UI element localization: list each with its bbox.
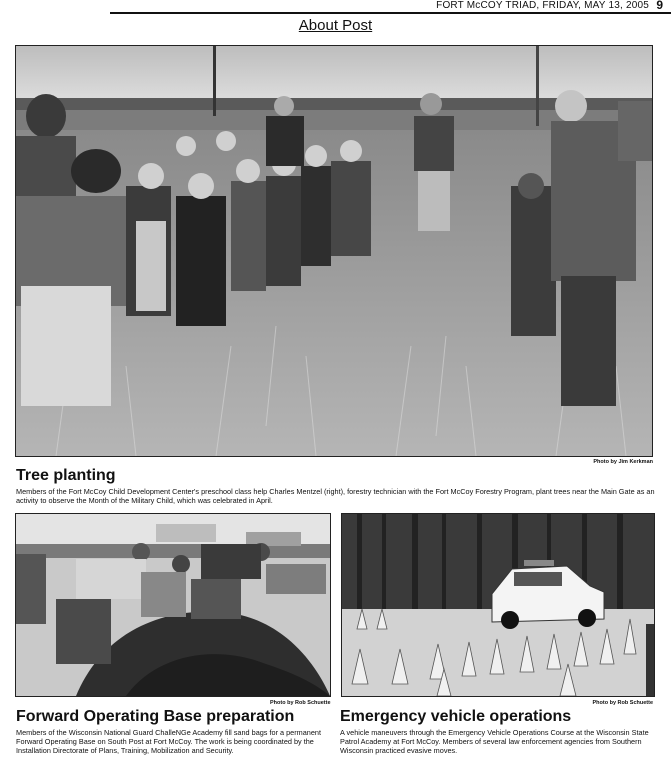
publication-line: FORT McCOY TRIAD, FRIDAY, MAY 13, 2005 — [436, 0, 649, 11]
tree-planting-photo — [15, 45, 653, 457]
emergency-vehicle-credit: Photo by Rob Schuette — [592, 700, 653, 706]
tree-planting-credit: Photo by Jim Kerkman — [593, 459, 653, 465]
tree-planting-caption: Members of the Fort McCoy Child Development Center's preschool class help Charles Mentzel (right), forestry technician with the Fort McCoy Forestry Program, plant trees near the Main Gate as an activity to observe the Month of the Military Child, which was celebrated in April. — [16, 487, 655, 505]
forward-operating-base-caption: Members of the Wisconsin National Guard ChalleNGe Academy fill sand bags for a permanent Forward Operating Base on South Post at Fort McCoy. The work is being coordinated by the Installation Directorate of Plans, Training, Mobilization and Security. — [16, 728, 321, 755]
section-title: About Post — [298, 17, 373, 34]
tree-planting-headline: Tree planting — [16, 467, 116, 484]
forward-operating-base-headline: Forward Operating Base preparation — [16, 708, 295, 725]
emergency-vehicle-headline: Emergency vehicle operations — [340, 708, 572, 725]
emergency-vehicle-caption: A vehicle maneuvers through the Emergency Vehicle Operations Course at the Wisconsin State Patrol Academy at Fort McCoy. Members of several law enforcement agencies from Southern Wisconsin practiced evasive moves. — [340, 728, 649, 755]
emergency-vehicle-photo — [341, 513, 655, 697]
page-number: 9 — [656, 0, 663, 12]
masthead — [0, 0, 671, 14]
masthead-rule — [110, 12, 671, 14]
forward-operating-base-credit: Photo by Rob Schuette — [270, 700, 331, 706]
forward-operating-base-photo — [15, 513, 331, 697]
